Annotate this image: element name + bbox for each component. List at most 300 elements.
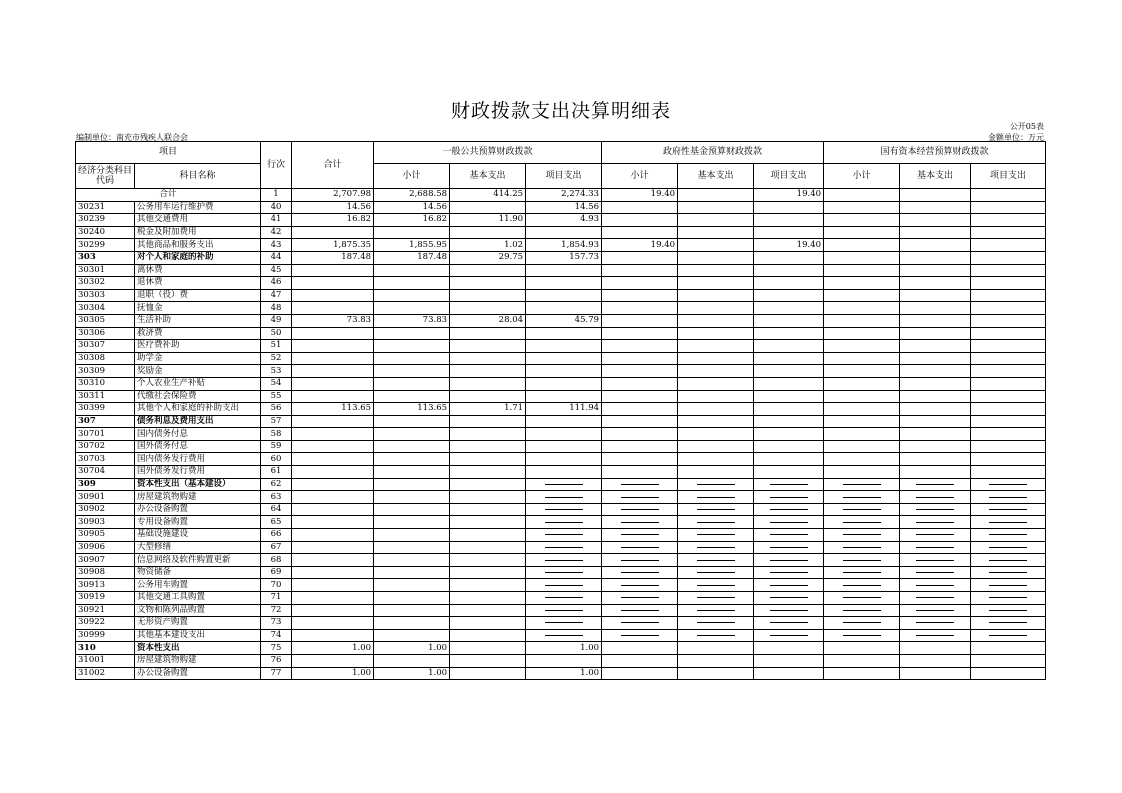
not-applicable-dash	[916, 635, 954, 636]
not-applicable-dash	[770, 547, 808, 548]
amount-cell: 1,875.35	[292, 239, 374, 252]
amount-cell	[678, 352, 754, 365]
amount-cell	[754, 264, 824, 277]
amount-cell	[824, 503, 900, 516]
subject-name-cell: 其他个人和家庭的补助支出	[135, 403, 261, 416]
econ-code-cell: 30922	[76, 617, 135, 630]
not-applicable-dash	[621, 635, 659, 636]
subject-name-cell: 对个人和家庭的补助	[135, 251, 261, 264]
not-applicable-dash	[916, 509, 954, 510]
amount-cell	[754, 478, 824, 491]
amount-cell	[824, 453, 900, 466]
amount-cell	[526, 579, 602, 592]
amount-cell	[602, 642, 678, 655]
amount-cell	[824, 377, 900, 390]
not-applicable-dash	[916, 622, 954, 623]
amount-cell	[292, 415, 374, 428]
amount-cell	[526, 529, 602, 542]
amount-cell	[971, 302, 1046, 315]
subject-name-cell: 物资储备	[135, 566, 261, 579]
amount-cell	[678, 491, 754, 504]
not-applicable-dash	[916, 522, 954, 523]
amount-cell	[900, 377, 971, 390]
amount-cell: 2,274.33	[526, 189, 602, 202]
amount-cell	[971, 251, 1046, 264]
table-row	[76, 277, 1046, 290]
subject-name-cell: 其他商品和服务支出	[135, 239, 261, 252]
amount-cell	[602, 201, 678, 214]
amount-cell	[971, 403, 1046, 416]
amount-cell: 1.71	[450, 403, 526, 416]
amount-cell	[526, 541, 602, 554]
amount-cell: 1.00	[526, 667, 602, 680]
amount-cell	[900, 466, 971, 479]
line-no-cell: 75	[261, 642, 292, 655]
amount-cell	[900, 201, 971, 214]
econ-code-cell: 31002	[76, 667, 135, 680]
amount-cell	[678, 566, 754, 579]
not-applicable-dash	[843, 572, 881, 573]
amount-cell	[678, 554, 754, 567]
amount-cell	[526, 365, 602, 378]
not-applicable-dash	[697, 635, 735, 636]
table-row	[76, 390, 1046, 403]
amount-cell	[900, 327, 971, 340]
amount-cell	[450, 579, 526, 592]
amount-cell	[602, 352, 678, 365]
line-no-cell: 54	[261, 377, 292, 390]
amount-cell	[450, 365, 526, 378]
not-applicable-dash	[843, 585, 881, 586]
not-applicable-dash	[989, 622, 1027, 623]
subject-name-cell: 大型修缮	[135, 541, 261, 554]
amount-cell	[678, 264, 754, 277]
amount-cell	[900, 453, 971, 466]
line-no-cell: 68	[261, 554, 292, 567]
line-no-cell: 1	[261, 189, 292, 202]
amount-cell	[526, 277, 602, 290]
line-no-cell: 61	[261, 466, 292, 479]
amount-cell	[971, 529, 1046, 542]
amount-cell	[292, 277, 374, 290]
amount-cell	[824, 314, 900, 327]
table-row	[76, 314, 1046, 327]
subject-name-cell: 国外债务发行费用	[135, 466, 261, 479]
amount-cell	[602, 251, 678, 264]
table-row	[76, 377, 1046, 390]
not-applicable-dash	[843, 534, 881, 535]
econ-code-cell: 30309	[76, 365, 135, 378]
not-applicable-dash	[621, 484, 659, 485]
econ-code-cell: 307	[76, 415, 135, 428]
not-applicable-dash	[989, 585, 1027, 586]
amount-cell	[450, 226, 526, 239]
econ-code-cell: 30299	[76, 239, 135, 252]
table-row	[76, 554, 1046, 567]
amount-cell	[678, 466, 754, 479]
econ-code-cell: 30305	[76, 314, 135, 327]
amount-cell	[678, 239, 754, 252]
amount-cell	[971, 541, 1046, 554]
header-state-subtotal: 小计	[824, 164, 900, 189]
amount-cell	[824, 428, 900, 441]
amount-cell	[292, 554, 374, 567]
amount-cell	[602, 415, 678, 428]
amount-cell	[754, 642, 824, 655]
subject-name-cell: 奖励金	[135, 365, 261, 378]
amount-cell	[900, 428, 971, 441]
amount-cell	[900, 566, 971, 579]
amount-cell	[602, 478, 678, 491]
not-applicable-dash	[916, 572, 954, 573]
not-applicable-dash	[989, 509, 1027, 510]
econ-code-cell: 310	[76, 642, 135, 655]
amount-cell	[526, 415, 602, 428]
table-row	[76, 667, 1046, 680]
line-no-cell: 50	[261, 327, 292, 340]
amount-cell	[754, 654, 824, 667]
header-fund-item: 项目支出	[754, 164, 824, 189]
amount-cell	[678, 390, 754, 403]
not-applicable-dash	[697, 522, 735, 523]
amount-cell: 19.40	[754, 189, 824, 202]
amount-cell	[824, 264, 900, 277]
amount-cell: 14.56	[374, 201, 450, 214]
amount-cell: 111.94	[526, 403, 602, 416]
not-applicable-dash	[621, 547, 659, 548]
amount-cell	[526, 503, 602, 516]
amount-cell	[900, 189, 971, 202]
amount-cell	[754, 667, 824, 680]
amount-cell	[971, 453, 1046, 466]
econ-code-cell: 30304	[76, 302, 135, 315]
amount-cell	[971, 277, 1046, 290]
amount-cell	[678, 365, 754, 378]
amount-cell: 14.56	[526, 201, 602, 214]
amount-cell	[824, 554, 900, 567]
amount-cell	[824, 390, 900, 403]
table-row	[76, 529, 1046, 542]
amount-cell	[602, 377, 678, 390]
table-row	[76, 592, 1046, 605]
not-applicable-dash	[916, 597, 954, 598]
amount-cell	[754, 566, 824, 579]
amount-cell	[971, 226, 1046, 239]
amount-cell	[374, 453, 450, 466]
amount-cell	[971, 239, 1046, 252]
header-state-basic: 基本支出	[900, 164, 971, 189]
amount-cell	[374, 466, 450, 479]
amount-cell	[824, 289, 900, 302]
not-applicable-dash	[989, 560, 1027, 561]
amount-cell	[374, 529, 450, 542]
not-applicable-dash	[916, 610, 954, 611]
line-no-cell: 47	[261, 289, 292, 302]
amount-cell: 414.25	[450, 189, 526, 202]
amount-cell	[824, 642, 900, 655]
amount-cell	[971, 289, 1046, 302]
not-applicable-dash	[989, 534, 1027, 535]
amount-cell	[526, 654, 602, 667]
subject-name-cell: 公务用车购置	[135, 579, 261, 592]
line-no-cell: 64	[261, 503, 292, 516]
subject-name-cell: 其他基本建设支出	[135, 629, 261, 642]
econ-code-cell: 30907	[76, 554, 135, 567]
amount-cell: 187.48	[374, 251, 450, 264]
not-applicable-dash	[621, 534, 659, 535]
not-applicable-dash	[843, 560, 881, 561]
amount-cell	[900, 554, 971, 567]
amount-cell	[824, 667, 900, 680]
not-applicable-dash	[545, 635, 583, 636]
table-row	[76, 289, 1046, 302]
amount-cell	[900, 478, 971, 491]
amount-cell	[292, 654, 374, 667]
amount-cell	[450, 415, 526, 428]
amount-cell	[292, 453, 374, 466]
amount-cell	[678, 579, 754, 592]
amount-cell: 73.83	[292, 314, 374, 327]
line-no-cell: 77	[261, 667, 292, 680]
amount-cell	[678, 516, 754, 529]
amount-cell	[374, 415, 450, 428]
econ-code-cell: 30704	[76, 466, 135, 479]
line-no-cell: 74	[261, 629, 292, 642]
header-state-capital-budget: 国有资本经营预算财政拨款	[824, 142, 1046, 164]
amount-cell	[678, 617, 754, 630]
amount-cell	[526, 604, 602, 617]
amount-cell	[824, 189, 900, 202]
amount-cell	[526, 516, 602, 529]
subject-name-cell: 离休费	[135, 264, 261, 277]
line-no-cell: 70	[261, 579, 292, 592]
amount-cell	[678, 654, 754, 667]
subject-name-cell: 其他交通工具购置	[135, 592, 261, 605]
amount-cell	[374, 289, 450, 302]
not-applicable-dash	[989, 547, 1027, 548]
amount-cell	[900, 264, 971, 277]
line-no-cell: 67	[261, 541, 292, 554]
amount-cell	[678, 604, 754, 617]
amount-cell	[900, 541, 971, 554]
amount-cell	[526, 554, 602, 567]
amount-cell	[526, 340, 602, 353]
not-applicable-dash	[697, 534, 735, 535]
amount-cell	[824, 478, 900, 491]
amount-cell	[292, 566, 374, 579]
econ-code-cell: 30308	[76, 352, 135, 365]
amount-cell	[971, 466, 1046, 479]
amount-cell	[292, 478, 374, 491]
amount-cell	[754, 415, 824, 428]
header-general-basic: 基本支出	[450, 164, 526, 189]
line-no-cell: 45	[261, 264, 292, 277]
econ-code-cell: 30307	[76, 340, 135, 353]
amount-cell	[450, 478, 526, 491]
table-row	[76, 541, 1046, 554]
amount-cell	[678, 629, 754, 642]
amount-cell	[971, 642, 1046, 655]
amount-cell	[292, 428, 374, 441]
amount-cell	[971, 390, 1046, 403]
amount-cell	[900, 617, 971, 630]
amount-cell	[602, 264, 678, 277]
amount-cell	[292, 289, 374, 302]
subject-name-cell: 办公设备购置	[135, 667, 261, 680]
amount-cell	[602, 541, 678, 554]
not-applicable-dash	[621, 597, 659, 598]
econ-code-cell: 30303	[76, 289, 135, 302]
amount-cell	[900, 415, 971, 428]
line-no-cell: 52	[261, 352, 292, 365]
amount-cell	[971, 352, 1046, 365]
amount-cell	[754, 377, 824, 390]
amount-cell	[292, 503, 374, 516]
amount-cell	[824, 340, 900, 353]
not-applicable-dash	[545, 509, 583, 510]
not-applicable-dash	[770, 509, 808, 510]
table-row	[76, 340, 1046, 353]
table-row	[76, 642, 1046, 655]
amount-cell	[971, 189, 1046, 202]
amount-cell	[602, 617, 678, 630]
amount-cell	[824, 403, 900, 416]
amount-cell: 19.40	[602, 189, 678, 202]
not-applicable-dash	[770, 497, 808, 498]
amount-cell	[900, 214, 971, 227]
not-applicable-dash	[545, 560, 583, 561]
amount-cell	[526, 377, 602, 390]
econ-code-cell: 30301	[76, 264, 135, 277]
amount-cell: 1.00	[292, 642, 374, 655]
not-applicable-dash	[843, 610, 881, 611]
amount-cell	[602, 554, 678, 567]
line-no-cell: 44	[261, 251, 292, 264]
subject-name-cell: 基础设施建设	[135, 529, 261, 542]
amount-cell	[824, 251, 900, 264]
amount-cell: 113.65	[374, 403, 450, 416]
not-applicable-dash	[697, 560, 735, 561]
line-no-cell: 63	[261, 491, 292, 504]
table-row	[76, 214, 1046, 227]
amount-cell	[754, 314, 824, 327]
not-applicable-dash	[621, 585, 659, 586]
amount-cell	[678, 453, 754, 466]
line-no-cell: 66	[261, 529, 292, 542]
form-number: 公开05表	[1009, 122, 1044, 131]
amount-cell	[900, 277, 971, 290]
not-applicable-dash	[770, 534, 808, 535]
amount-cell	[374, 377, 450, 390]
amount-cell	[526, 264, 602, 277]
econ-code-cell: 303	[76, 251, 135, 264]
amount-cell	[450, 390, 526, 403]
amount-cell	[526, 226, 602, 239]
amount-cell	[292, 352, 374, 365]
subject-name-cell: 退休费	[135, 277, 261, 290]
header-project: 项目	[76, 142, 261, 164]
amount-cell	[971, 617, 1046, 630]
subject-name-cell: 助学金	[135, 352, 261, 365]
line-no-cell: 49	[261, 314, 292, 327]
amount-cell	[602, 566, 678, 579]
table-row	[76, 428, 1046, 441]
amount-cell	[602, 314, 678, 327]
amount-cell	[292, 516, 374, 529]
not-applicable-dash	[621, 522, 659, 523]
amount-cell	[292, 264, 374, 277]
amount-cell	[602, 516, 678, 529]
amount-cell	[824, 629, 900, 642]
not-applicable-dash	[989, 635, 1027, 636]
amount-cell	[900, 390, 971, 403]
not-applicable-dash	[621, 497, 659, 498]
subject-name-cell: 税金及附加费用	[135, 226, 261, 239]
amount-cell	[450, 503, 526, 516]
amount-cell	[971, 415, 1046, 428]
amount-cell	[374, 440, 450, 453]
not-applicable-dash	[770, 560, 808, 561]
amount-cell	[374, 503, 450, 516]
amount-cell: 73.83	[374, 314, 450, 327]
not-applicable-dash	[843, 484, 881, 485]
amount-cell	[900, 667, 971, 680]
header-state-item: 项目支出	[971, 164, 1046, 189]
amount-cell	[678, 428, 754, 441]
subject-name-cell: 债务利息及费用支出	[135, 415, 261, 428]
subject-name-cell: 文物和陈列品购置	[135, 604, 261, 617]
amount-cell	[900, 226, 971, 239]
line-no-cell: 73	[261, 617, 292, 630]
amount-cell	[678, 302, 754, 315]
amount-cell	[602, 503, 678, 516]
amount-cell	[374, 566, 450, 579]
subject-name-cell: 生活补助	[135, 314, 261, 327]
amount-cell	[450, 554, 526, 567]
amount-cell	[754, 365, 824, 378]
not-applicable-dash	[621, 610, 659, 611]
not-applicable-dash	[697, 597, 735, 598]
econ-code-cell: 309	[76, 478, 135, 491]
not-applicable-dash	[545, 622, 583, 623]
amount-cell	[602, 579, 678, 592]
amount-cell	[292, 592, 374, 605]
total-label: 合计	[76, 189, 261, 202]
not-applicable-dash	[697, 484, 735, 485]
amount-unit: 金额单位：万元	[988, 133, 1044, 142]
amount-cell	[754, 466, 824, 479]
amount-cell	[824, 491, 900, 504]
amount-cell	[678, 214, 754, 227]
table-row	[76, 352, 1046, 365]
not-applicable-dash	[545, 585, 583, 586]
econ-code-cell: 30921	[76, 604, 135, 617]
amount-cell	[450, 440, 526, 453]
not-applicable-dash	[770, 635, 808, 636]
amount-cell	[900, 503, 971, 516]
amount-cell	[450, 264, 526, 277]
amount-cell	[754, 251, 824, 264]
amount-cell: 1.00	[374, 667, 450, 680]
table-row	[76, 453, 1046, 466]
amount-cell	[900, 491, 971, 504]
subject-name-cell: 公务用车运行维护费	[135, 201, 261, 214]
amount-cell	[602, 453, 678, 466]
amount-cell	[971, 629, 1046, 642]
amount-cell	[900, 529, 971, 542]
subject-name-cell: 房屋建筑物购建	[135, 654, 261, 667]
econ-code-cell: 30239	[76, 214, 135, 227]
